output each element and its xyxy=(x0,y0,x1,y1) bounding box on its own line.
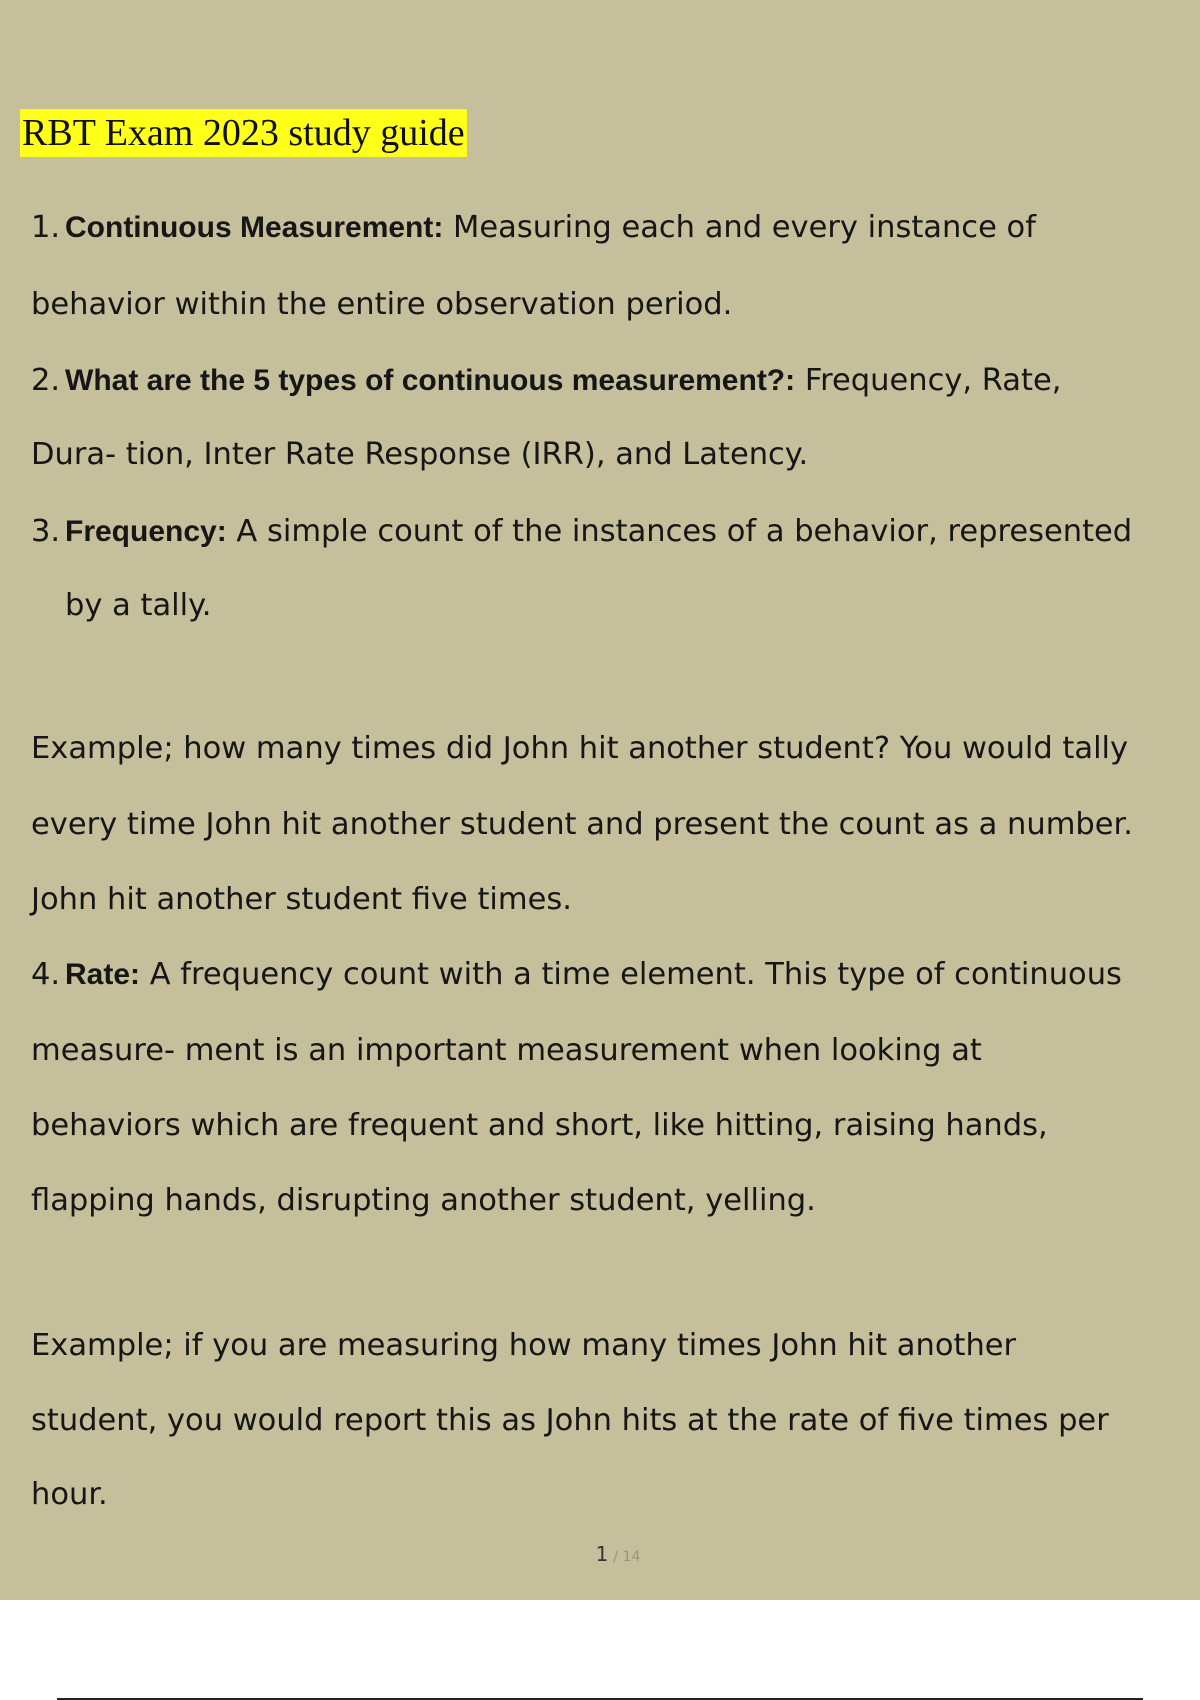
item-4-line-1 xyxy=(31,957,1122,993)
current-page-number: 1 xyxy=(595,1542,609,1566)
item-2-line-1 xyxy=(31,363,1061,399)
item-4-example-line-1: Example; if you are measuring how many times John hit another xyxy=(31,1328,1017,1363)
item-number: 3. xyxy=(31,514,61,549)
item-number: 4. xyxy=(31,957,61,992)
item-4-line-4: flapping hands, disrupting another student, yelling. xyxy=(31,1183,816,1218)
item-4-line-3: behaviors which are frequent and short, like hitting, raising hands, xyxy=(31,1108,1048,1143)
item-term: Frequency: xyxy=(65,515,227,548)
item-number: 2. xyxy=(31,363,61,398)
item-4-example-line-2: student, you would report this as John hits at the rate of five times per xyxy=(31,1403,1109,1438)
item-term: Continuous Measurement: xyxy=(65,211,444,244)
item-2-line-2: Dura- tion, Inter Rate Response (IRR), and Latency. xyxy=(31,437,809,472)
item-1-line-2: behavior within the entire observation period. xyxy=(31,287,733,322)
item-3-example-line-1: Example; how many times did John hit another student? You would tally xyxy=(31,731,1129,766)
item-3-example-line-2: every time John hit another student and present the count as a number. xyxy=(31,807,1133,842)
item-4-line-2: measure- ment is an important measurement when looking at xyxy=(31,1033,982,1068)
item-3-line-1 xyxy=(31,514,1132,550)
item-definition: Measuring each and every instance of xyxy=(443,210,1036,245)
item-term: What are the 5 types of continuous measurement?: xyxy=(65,364,796,397)
item-1-line-1 xyxy=(31,210,1036,246)
item-3-example-line-3: John hit another student five times. xyxy=(31,882,572,917)
item-number: 1. xyxy=(31,210,61,245)
item-term: Rate: xyxy=(65,958,141,991)
document-title: RBT Exam 2023 study guide xyxy=(20,109,467,157)
item-4-example-line-3: hour. xyxy=(31,1477,108,1512)
page-indicator xyxy=(0,1542,1200,1566)
item-definition: A simple count of the instances of a behavior, represented xyxy=(226,514,1133,549)
item-3-line-2: by a tally. xyxy=(65,588,212,623)
total-pages: / 14 xyxy=(613,1549,641,1565)
item-definition: Frequency, Rate, xyxy=(795,363,1062,398)
item-definition: A frequency count with a time element. This type of continuous xyxy=(140,957,1122,992)
